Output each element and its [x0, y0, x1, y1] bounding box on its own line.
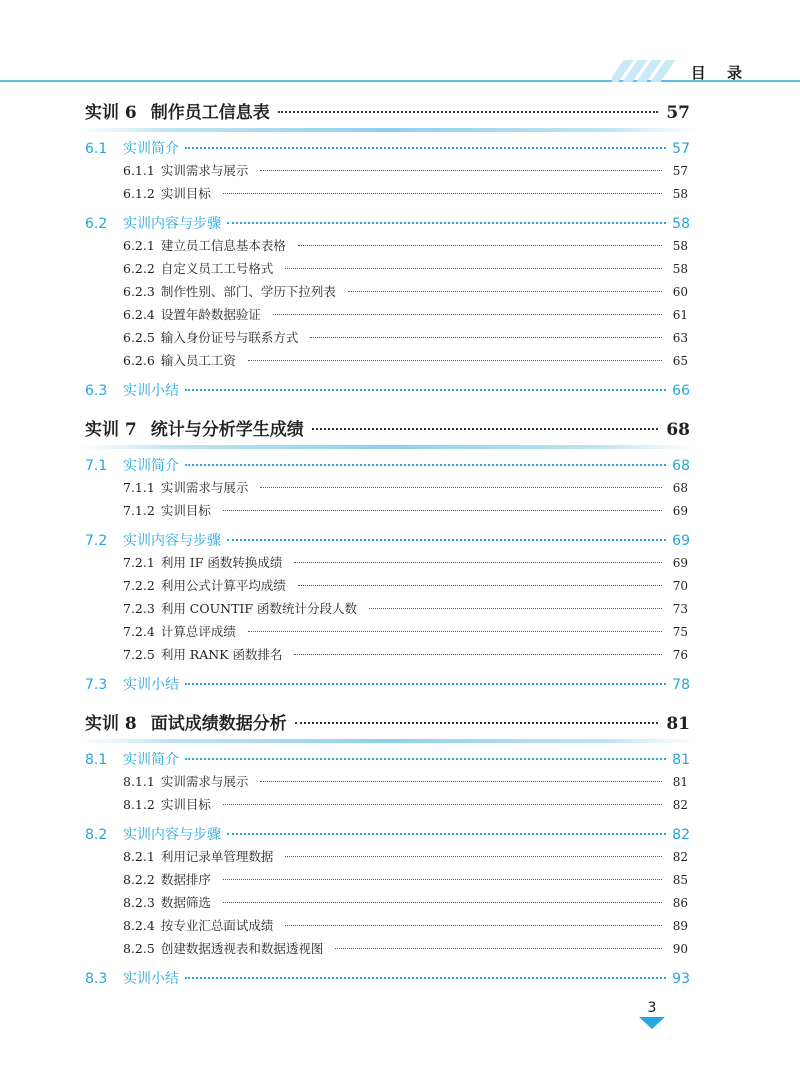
subsection-number: 7.2.3: [123, 601, 155, 616]
subsection-title: 创建数据透视表和数据透视图: [160, 941, 324, 956]
subsection-entry[interactable]: [85, 645, 690, 668]
dot-leader: [185, 683, 666, 685]
section-title: 实训简介: [123, 141, 179, 157]
section-entry[interactable]: [85, 213, 690, 236]
dot-leader: [223, 510, 662, 511]
subsection-page: 61: [672, 308, 688, 322]
subsection-label: [123, 795, 211, 813]
subsection-page: 75: [672, 625, 688, 639]
dot-leader: [369, 608, 662, 609]
section-title: 实训小结: [123, 971, 179, 987]
subsection-label: [123, 305, 261, 323]
section-page: 57: [672, 141, 690, 157]
subsection-title: 按专业汇总面试成绩: [160, 918, 274, 933]
section-page: 81: [672, 752, 690, 768]
subsection-page: 58: [672, 262, 688, 276]
subsection-label: [123, 328, 298, 346]
page-footer: [638, 1000, 666, 1036]
subsection-entry[interactable]: [85, 282, 690, 305]
dot-leader: [295, 722, 659, 724]
dot-leader: [248, 631, 662, 632]
section-entry[interactable]: [85, 380, 690, 403]
section-title: 实训小结: [123, 383, 179, 399]
chapter-number: 实训 7: [85, 420, 137, 440]
subsection-number: 6.2.6: [123, 353, 155, 368]
section-entry[interactable]: [85, 455, 690, 478]
dot-leader: [185, 464, 666, 466]
dot-leader: [227, 833, 666, 835]
subsection-title: 设置年龄数据验证: [160, 307, 261, 322]
subsection-label: [123, 870, 211, 888]
section-number: 8.2: [85, 827, 108, 843]
subsection-page: 76: [672, 648, 688, 662]
subsection-title: 输入身份证号与联系方式: [160, 330, 299, 345]
chapter-heading[interactable]: [85, 705, 690, 743]
section-page: 82: [672, 827, 690, 843]
subsection-label: [123, 282, 336, 300]
dot-leader: [348, 291, 662, 292]
dot-leader: [285, 268, 662, 269]
subsection-title: 利用 COUNTIF 函数统计分段人数: [160, 601, 357, 616]
subsection-title: 实训需求与展示: [160, 480, 249, 495]
chapter-label: [85, 415, 304, 440]
chapter-title: 制作员工信息表: [150, 103, 270, 123]
section-page: 78: [672, 677, 690, 693]
subsection-title: 自定义员工工号格式: [160, 261, 274, 276]
subsection-entry[interactable]: [85, 795, 690, 818]
subsection-number: 8.2.3: [123, 895, 155, 910]
subsection-label: [123, 501, 211, 519]
subsection-number: 6.1.1: [123, 163, 155, 178]
subsection-label: [123, 184, 211, 202]
section-number: 8.1: [85, 752, 108, 768]
section-title: 实训内容与步骤: [123, 827, 221, 843]
subsection-page: 69: [672, 504, 688, 518]
section-entry[interactable]: [85, 138, 690, 161]
dot-leader: [223, 804, 662, 805]
chapter-gap: [85, 697, 690, 705]
chapter-gap: [85, 403, 690, 411]
subsection-entry[interactable]: [85, 161, 690, 184]
subsection-page: 81: [672, 775, 688, 789]
section-title: 实训简介: [123, 458, 179, 474]
dot-leader: [298, 585, 662, 586]
subsection-label: [123, 161, 248, 179]
subsection-page: 60: [672, 285, 688, 299]
dot-leader: [285, 925, 662, 926]
dot-leader: [312, 428, 659, 430]
subsection-number: 7.2.1: [123, 555, 155, 570]
subsection-entry[interactable]: [85, 351, 690, 374]
subsection-label: [123, 259, 273, 277]
chapter-rule: [79, 445, 696, 449]
subsection-number: 8.2.2: [123, 872, 155, 887]
subsection-page: 73: [672, 602, 688, 616]
section-title: 实训小结: [123, 677, 179, 693]
subsection-title: 建立员工信息基本表格: [160, 238, 286, 253]
dot-leader: [335, 948, 662, 949]
subsection-label: [123, 576, 286, 594]
dot-leader: [185, 389, 666, 391]
subsection-entry[interactable]: [85, 236, 690, 259]
chapter-title: 统计与分析学生成绩: [150, 420, 304, 440]
subsection-page: 89: [672, 919, 688, 933]
subsection-title: 实训需求与展示: [160, 774, 249, 789]
section-number: 7.1: [85, 458, 108, 474]
section-number: 6.2: [85, 216, 108, 232]
page-header: [0, 0, 800, 90]
table-of-contents: [85, 94, 690, 991]
subsection-label: [123, 916, 273, 934]
subsection-number: 7.2.4: [123, 624, 155, 639]
subsection-number: 8.2.1: [123, 849, 155, 864]
subsection-title: 利用 RANK 函数排名: [160, 647, 283, 662]
subsection-title: 数据筛选: [160, 895, 211, 910]
subsection-title: 利用记录单管理数据: [160, 849, 274, 864]
section-page: 69: [672, 533, 690, 549]
subsection-number: 8.1.2: [123, 797, 155, 812]
subsection-label: [123, 772, 248, 790]
down-arrow-icon: [639, 1017, 665, 1029]
subsection-entry[interactable]: [85, 305, 690, 328]
dot-leader: [185, 758, 666, 760]
subsection-page: 90: [672, 942, 688, 956]
subsection-page: 65: [672, 354, 688, 368]
subsection-number: 6.2.4: [123, 307, 155, 322]
section-title: 实训内容与步骤: [123, 533, 221, 549]
subsection-page: 82: [672, 850, 688, 864]
subsection-entry[interactable]: [85, 599, 690, 622]
section-number: 6.1: [85, 141, 108, 157]
section-page: 66: [672, 383, 690, 399]
section-entry[interactable]: [85, 674, 690, 697]
subsection-label: [123, 645, 282, 663]
page-number: 3: [647, 1000, 657, 1016]
subsection-number: 7.2.5: [123, 647, 155, 662]
dot-leader: [294, 562, 662, 563]
subsection-label: [123, 478, 248, 496]
subsection-title: 利用 IF 函数转换成绩: [160, 555, 283, 570]
dot-leader: [227, 222, 666, 224]
subsection-label: [123, 553, 282, 571]
subsection-number: 8.2.5: [123, 941, 155, 956]
subsection-number: 6.2.3: [123, 284, 155, 299]
subsection-page: 86: [672, 896, 688, 910]
subsection-title: 制作性别、部门、学历下拉列表: [160, 284, 336, 299]
dot-leader: [310, 337, 662, 338]
dot-leader: [260, 781, 662, 782]
subsection-number: 7.1.1: [123, 480, 155, 495]
subsection-page: 69: [672, 556, 688, 570]
section-entry[interactable]: [85, 968, 690, 991]
subsection-entry[interactable]: [85, 259, 690, 282]
subsection-page: 70: [672, 579, 688, 593]
subsection-title: 实训目标: [160, 186, 211, 201]
subsection-label: [123, 236, 286, 254]
dot-leader: [185, 977, 666, 979]
subsection-title: 输入员工工资: [160, 353, 236, 368]
chapter-label: [85, 98, 270, 123]
dot-leader: [260, 170, 662, 171]
subsection-entry[interactable]: [85, 478, 690, 501]
dot-leader: [248, 360, 662, 361]
section-entry[interactable]: [85, 749, 690, 772]
dot-leader: [223, 902, 662, 903]
subsection-page: 58: [672, 187, 688, 201]
subsection-entry[interactable]: [85, 939, 690, 962]
dot-leader: [185, 147, 666, 149]
chapter-row: [85, 705, 690, 741]
subsection-number: 6.2.5: [123, 330, 155, 345]
chapter-page: 81: [666, 714, 690, 734]
subsection-title: 数据排序: [160, 872, 211, 887]
subsection-entry[interactable]: [85, 501, 690, 524]
dot-leader: [260, 487, 662, 488]
subsection-entry[interactable]: [85, 870, 690, 893]
subsection-entry[interactable]: [85, 576, 690, 599]
subsection-label: [123, 893, 211, 911]
section-title: 实训简介: [123, 752, 179, 768]
chapter-rule: [79, 739, 696, 743]
header-title: 目 录: [690, 64, 750, 82]
subsection-label: [123, 622, 236, 640]
subsection-number: 8.2.4: [123, 918, 155, 933]
section-number: 8.3: [85, 971, 108, 987]
dot-leader: [223, 193, 662, 194]
section-page: 93: [672, 971, 690, 987]
subsection-number: 7.2.2: [123, 578, 155, 593]
subsection-entry[interactable]: [85, 622, 690, 645]
chapter-number: 实训 8: [85, 714, 137, 734]
subsection-page: 68: [672, 481, 688, 495]
subsection-number: 6.1.2: [123, 186, 155, 201]
section-number: 7.2: [85, 533, 108, 549]
subsection-entry[interactable]: [85, 184, 690, 207]
subsection-label: [123, 939, 323, 957]
subsection-number: 6.2.1: [123, 238, 155, 253]
section-entry[interactable]: [85, 824, 690, 847]
subsection-title: 实训目标: [160, 797, 211, 812]
dot-leader: [278, 111, 659, 113]
chapter-rule: [79, 128, 696, 132]
subsection-title: 实训需求与展示: [160, 163, 249, 178]
subsection-label: [123, 847, 273, 865]
subsection-title: 计算总评成绩: [160, 624, 236, 639]
section-number: 7.3: [85, 677, 108, 693]
section-number: 6.3: [85, 383, 108, 399]
dot-leader: [223, 879, 662, 880]
subsection-title: 利用公式计算平均成绩: [160, 578, 286, 593]
subsection-label: [123, 599, 357, 617]
dot-leader: [298, 245, 662, 246]
subsection-entry[interactable]: [85, 847, 690, 870]
subsection-number: 6.2.2: [123, 261, 155, 276]
subsection-label: [123, 351, 236, 369]
subsection-page: 63: [672, 331, 688, 345]
subsection-page: 58: [672, 239, 688, 253]
chapter-label: [85, 709, 287, 734]
section-entry[interactable]: [85, 530, 690, 553]
subsection-entry[interactable]: [85, 553, 690, 576]
subsection-entry[interactable]: [85, 893, 690, 916]
chapter-page: 68: [666, 420, 690, 440]
subsection-entry[interactable]: [85, 916, 690, 939]
dot-leader: [273, 314, 662, 315]
dot-leader: [227, 539, 666, 541]
section-page: 58: [672, 216, 690, 232]
chapter-row: [85, 411, 690, 447]
dot-leader: [294, 654, 662, 655]
section-page: 68: [672, 458, 690, 474]
chapter-number: 实训 6: [85, 103, 137, 123]
subsection-page: 57: [672, 164, 688, 178]
chapter-heading[interactable]: [85, 411, 690, 449]
subsection-entry[interactable]: [85, 772, 690, 795]
chapter-heading[interactable]: [85, 94, 690, 132]
dot-leader: [285, 856, 662, 857]
chapter-title: 面试成绩数据分析: [150, 714, 287, 734]
subsection-page: 85: [672, 873, 688, 887]
subsection-entry[interactable]: [85, 328, 690, 351]
section-title: 实训内容与步骤: [123, 216, 221, 232]
subsection-number: 7.1.2: [123, 503, 155, 518]
subsection-page: 82: [672, 798, 688, 812]
chapter-row: [85, 94, 690, 130]
chapter-page: 57: [666, 103, 690, 123]
subsection-number: 8.1.1: [123, 774, 155, 789]
subsection-title: 实训目标: [160, 503, 211, 518]
